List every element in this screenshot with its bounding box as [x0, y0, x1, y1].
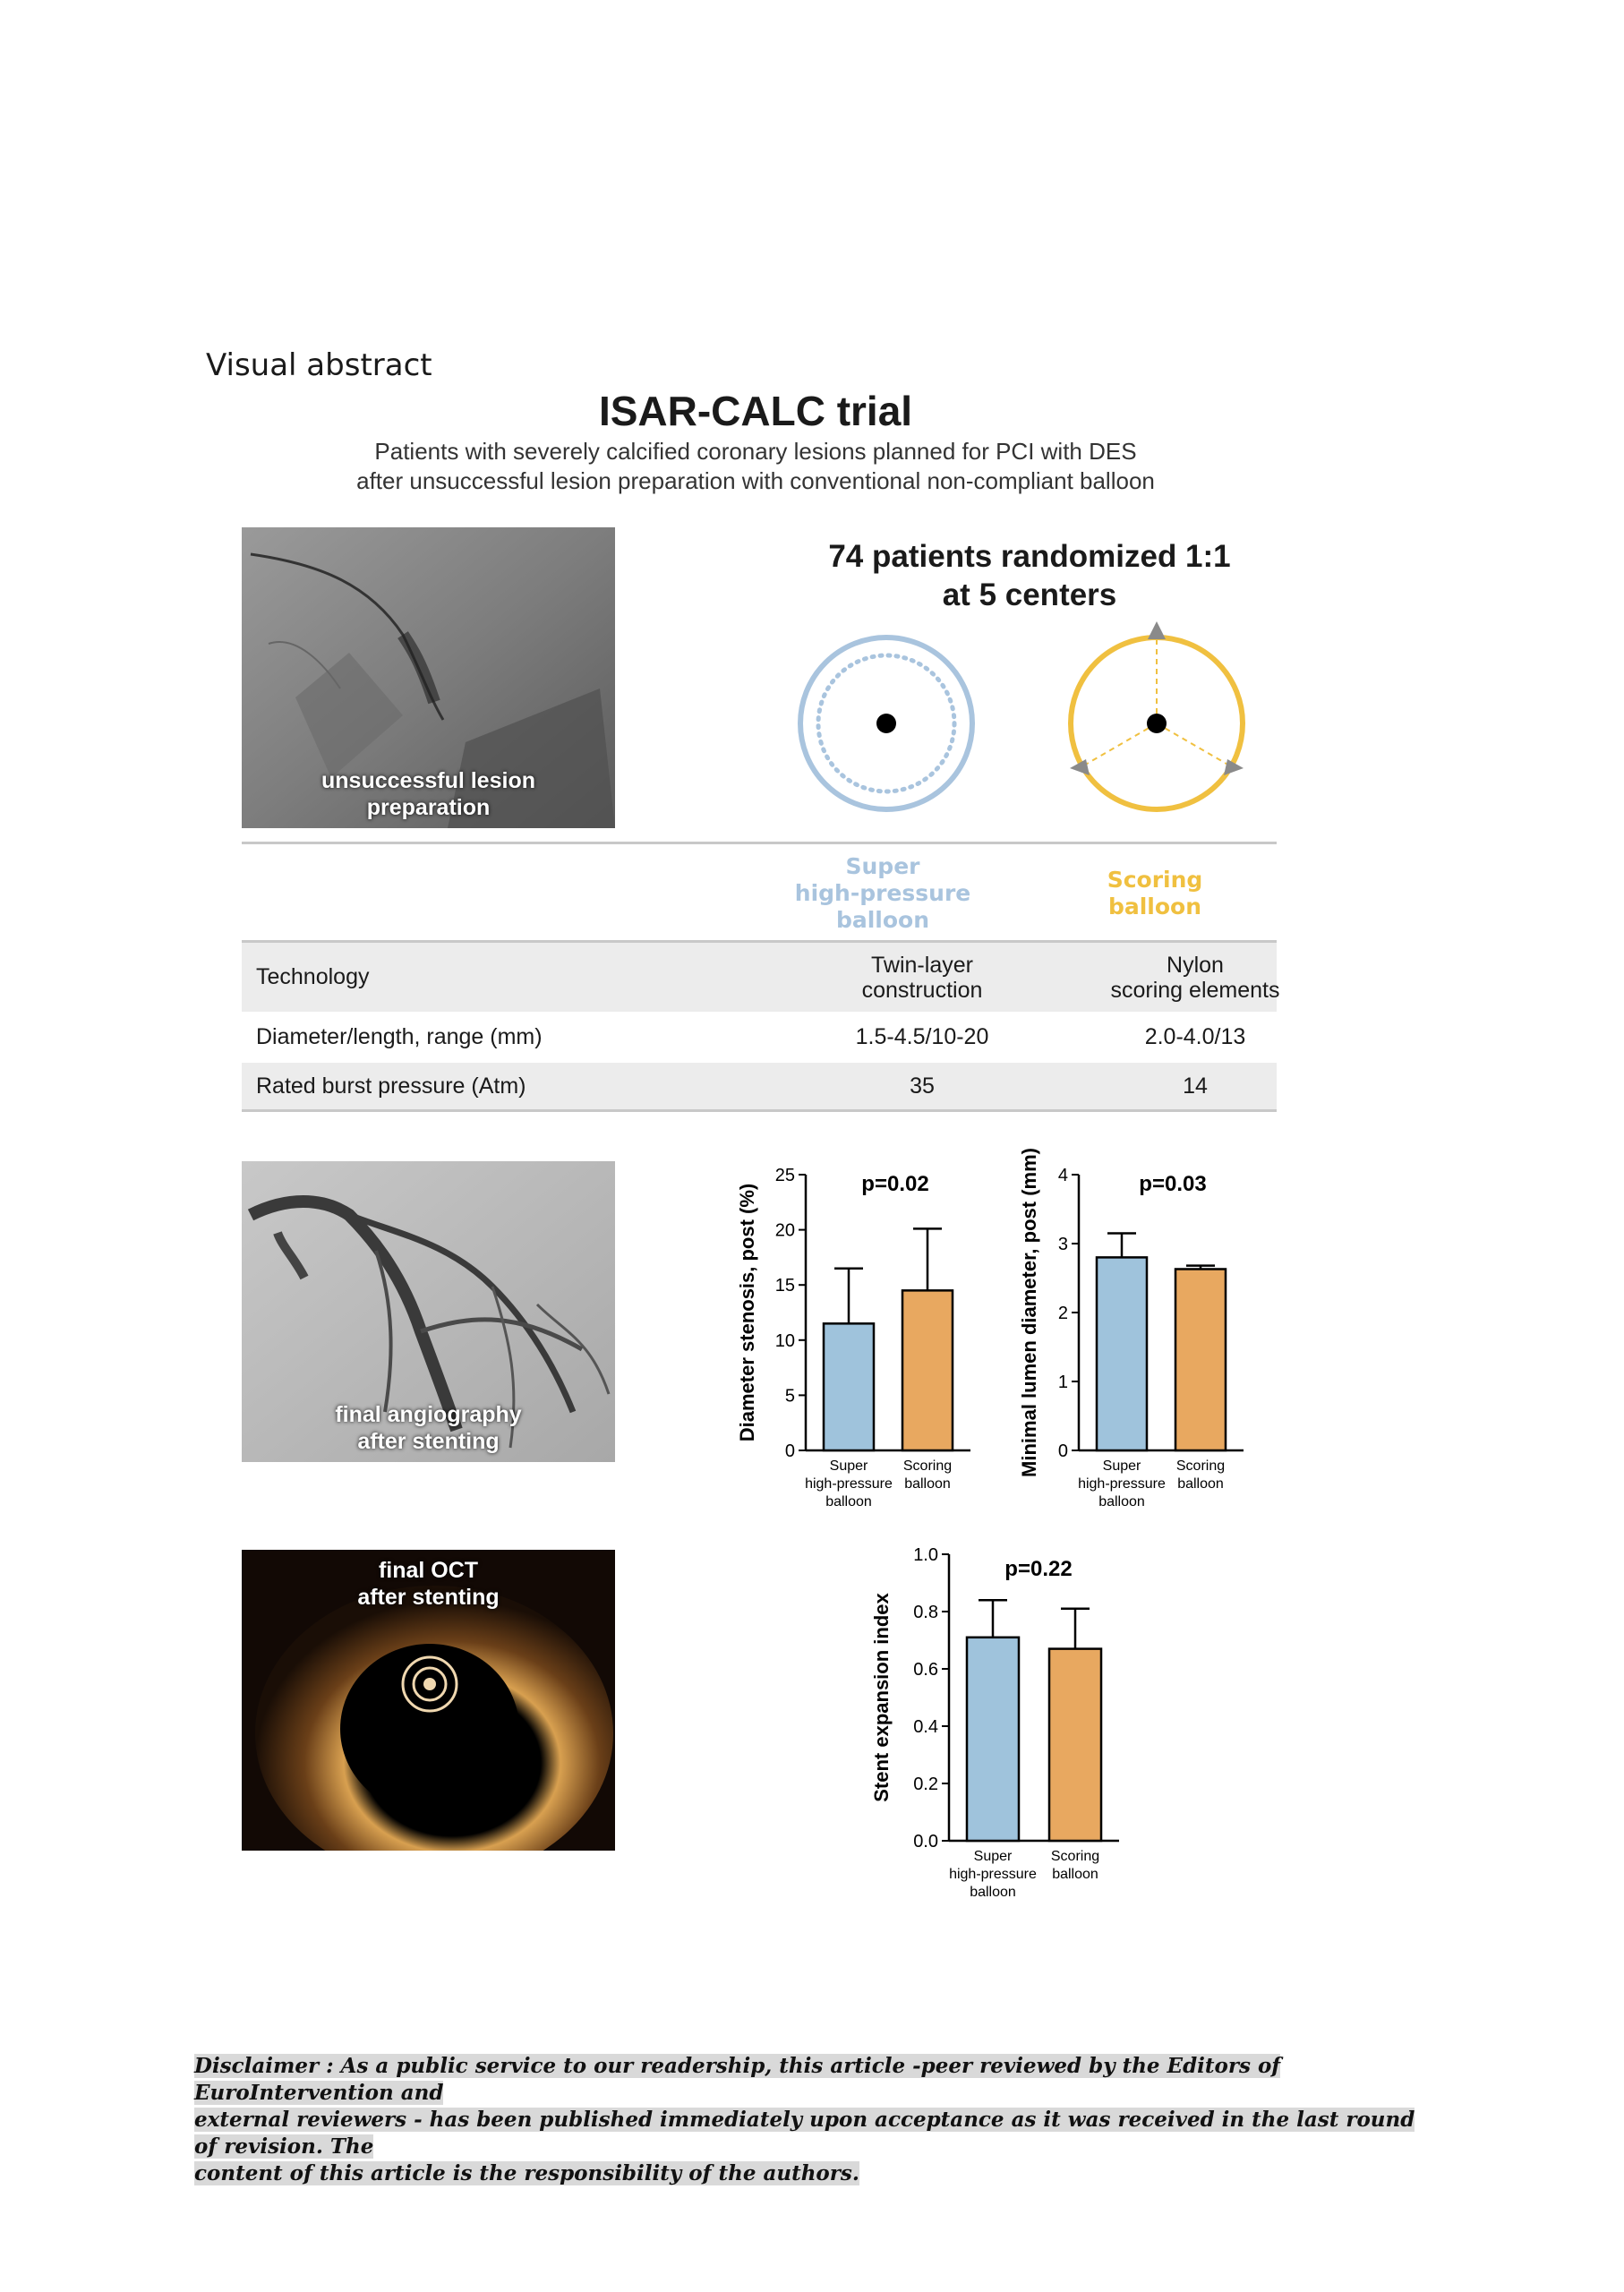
y-tick-label: 0 [1057, 1441, 1068, 1461]
y-tick-label: 2 [1057, 1304, 1068, 1323]
bar [902, 1290, 953, 1450]
x-category-label: Scoring [1050, 1849, 1100, 1864]
section-label: Visual abstract [206, 347, 432, 383]
row-value-scoring: 2.0-4.0/13 [1144, 1024, 1246, 1049]
x-category-label: high-pressure [1078, 1476, 1166, 1492]
minimal-lumen-diameter-chart [1016, 1119, 1285, 1522]
y-tick-label: 20 [774, 1220, 795, 1241]
y-tick-label: 25 [774, 1166, 795, 1185]
oct-caption-line-1: final OCT [378, 1558, 479, 1583]
diameter-stenosis-chart [734, 1119, 1021, 1522]
randomization-line-1: 74 patients randomized 1:1 [828, 539, 1231, 574]
bar [1049, 1649, 1101, 1841]
y-tick-label: 0 [784, 1441, 795, 1461]
bar [824, 1323, 874, 1450]
x-category-label: Super [829, 1458, 868, 1474]
row-value-scoring: 14 [1183, 1073, 1208, 1099]
oct-caption-line-2: after stenting [357, 1585, 500, 1610]
column-header-super-line-2: high-pressure [794, 880, 971, 906]
x-category-label: balloon [970, 1885, 1016, 1900]
x-category-label: Super [1102, 1458, 1141, 1474]
p-value-label: p=0.22 [1004, 1557, 1073, 1581]
x-category-label: Scoring [902, 1458, 953, 1474]
y-tick-label: 0.4 [913, 1717, 938, 1737]
value-line: scoring elements [1110, 977, 1280, 1003]
y-tick-label: 0.2 [913, 1775, 938, 1794]
disclaimer [194, 2053, 1421, 2187]
x-category-label: high-pressure [949, 1867, 1037, 1882]
column-header-scoring-line-2: balloon [1107, 894, 1202, 919]
disclaimer-line-2: external reviewers - has been published immediately upon acceptance as it was received in the last round of revision. The [194, 2108, 1415, 2159]
row-value-scoring [994, 943, 1397, 1012]
y-tick-label: 3 [1057, 1235, 1068, 1254]
row-label: Rated burst pressure (Atm) [256, 1073, 526, 1099]
column-header-super-balloon [771, 853, 995, 934]
balloon-icons [788, 618, 1271, 815]
y-axis-label: Diameter stenosis, post (%) [736, 1183, 758, 1442]
x-category-label: balloon [904, 1476, 951, 1492]
value-line: Twin-layer [871, 952, 973, 978]
y-tick-label: 0.0 [913, 1832, 938, 1852]
table-bottom-rule [242, 1109, 1277, 1112]
y-tick-label: 5 [784, 1386, 795, 1407]
p-value-label: p=0.03 [1139, 1172, 1207, 1196]
super-high-pressure-balloon-icon [800, 637, 972, 809]
x-category-label: balloon [825, 1494, 872, 1509]
value-line: construction [861, 977, 983, 1003]
disclaimer-line-3: content of this article is the responsibility of the authors. [194, 2161, 859, 2185]
y-tick-label: 1.0 [913, 1545, 938, 1565]
x-category-label: balloon [1177, 1476, 1224, 1492]
randomization-text [770, 537, 1289, 614]
column-header-scoring-balloon [1043, 867, 1267, 920]
x-category-label: balloon [1052, 1867, 1098, 1882]
scoring-balloon-icon [1070, 621, 1244, 809]
lesion-caption-line-1: unsuccessful lesion [321, 768, 535, 793]
p-value-label: p=0.02 [861, 1172, 929, 1196]
y-axis-label: Minimal lumen diameter, post (mm) [1018, 1148, 1040, 1477]
randomization-line-2: at 5 centers [942, 577, 1117, 612]
subtitle-line-1: Patients with severely calcified coronary lesions planned for PCI with DES [374, 438, 1137, 465]
table-row-technology [242, 943, 1280, 1012]
final-oct-image [242, 1550, 615, 1851]
trial-title: ISAR-CALC trial [598, 388, 913, 434]
disclaimer-line-1: Disclaimer : As a public service to our readership, this article -peer reviewed by the Editors of EuroIntervention and [194, 2054, 1281, 2105]
row-value-super: 35 [910, 1073, 935, 1099]
row-label: Diameter/length, range (mm) [256, 1024, 543, 1049]
y-tick-label: 10 [774, 1330, 795, 1351]
lesion-caption-line-2: preparation [366, 795, 491, 820]
subtitle-line-2: after unsuccessful lesion preparation with conventional non-compliant balloon [356, 467, 1155, 494]
table-row-rated-burst-pressure [242, 1063, 1277, 1109]
row-label: Technology [256, 964, 370, 989]
column-header-super-line-1: Super [845, 853, 920, 879]
y-tick-label: 0.8 [913, 1603, 938, 1622]
angiography-caption-line-2: after stenting [357, 1429, 500, 1454]
bar [1097, 1257, 1147, 1450]
stent-expansion-index-chart [859, 1522, 1164, 1907]
bar [967, 1638, 1019, 1841]
table-row-diameter-length [242, 1012, 1277, 1063]
column-header-scoring-line-1: Scoring [1107, 867, 1203, 893]
angiography-caption-line-1: final angiography [335, 1402, 522, 1427]
lesion-angiogram-image [242, 527, 615, 828]
bar [1175, 1269, 1226, 1450]
x-category-label: balloon [1098, 1494, 1145, 1509]
column-header-super-line-3: balloon [835, 907, 930, 933]
y-tick-label: 0.6 [913, 1660, 938, 1680]
x-category-label: Scoring [1175, 1458, 1226, 1474]
y-tick-label: 4 [1057, 1166, 1068, 1185]
y-axis-label: Stent expansion index [870, 1593, 893, 1802]
table-top-rule [242, 842, 1277, 844]
value-line: Nylon [1167, 952, 1224, 978]
y-tick-label: 15 [774, 1276, 795, 1296]
x-category-label: high-pressure [805, 1476, 893, 1492]
final-angiography-image [242, 1161, 615, 1462]
row-value-super: 1.5-4.5/10-20 [855, 1024, 989, 1049]
y-tick-label: 1 [1057, 1373, 1068, 1392]
x-category-label: Super [973, 1849, 1013, 1864]
